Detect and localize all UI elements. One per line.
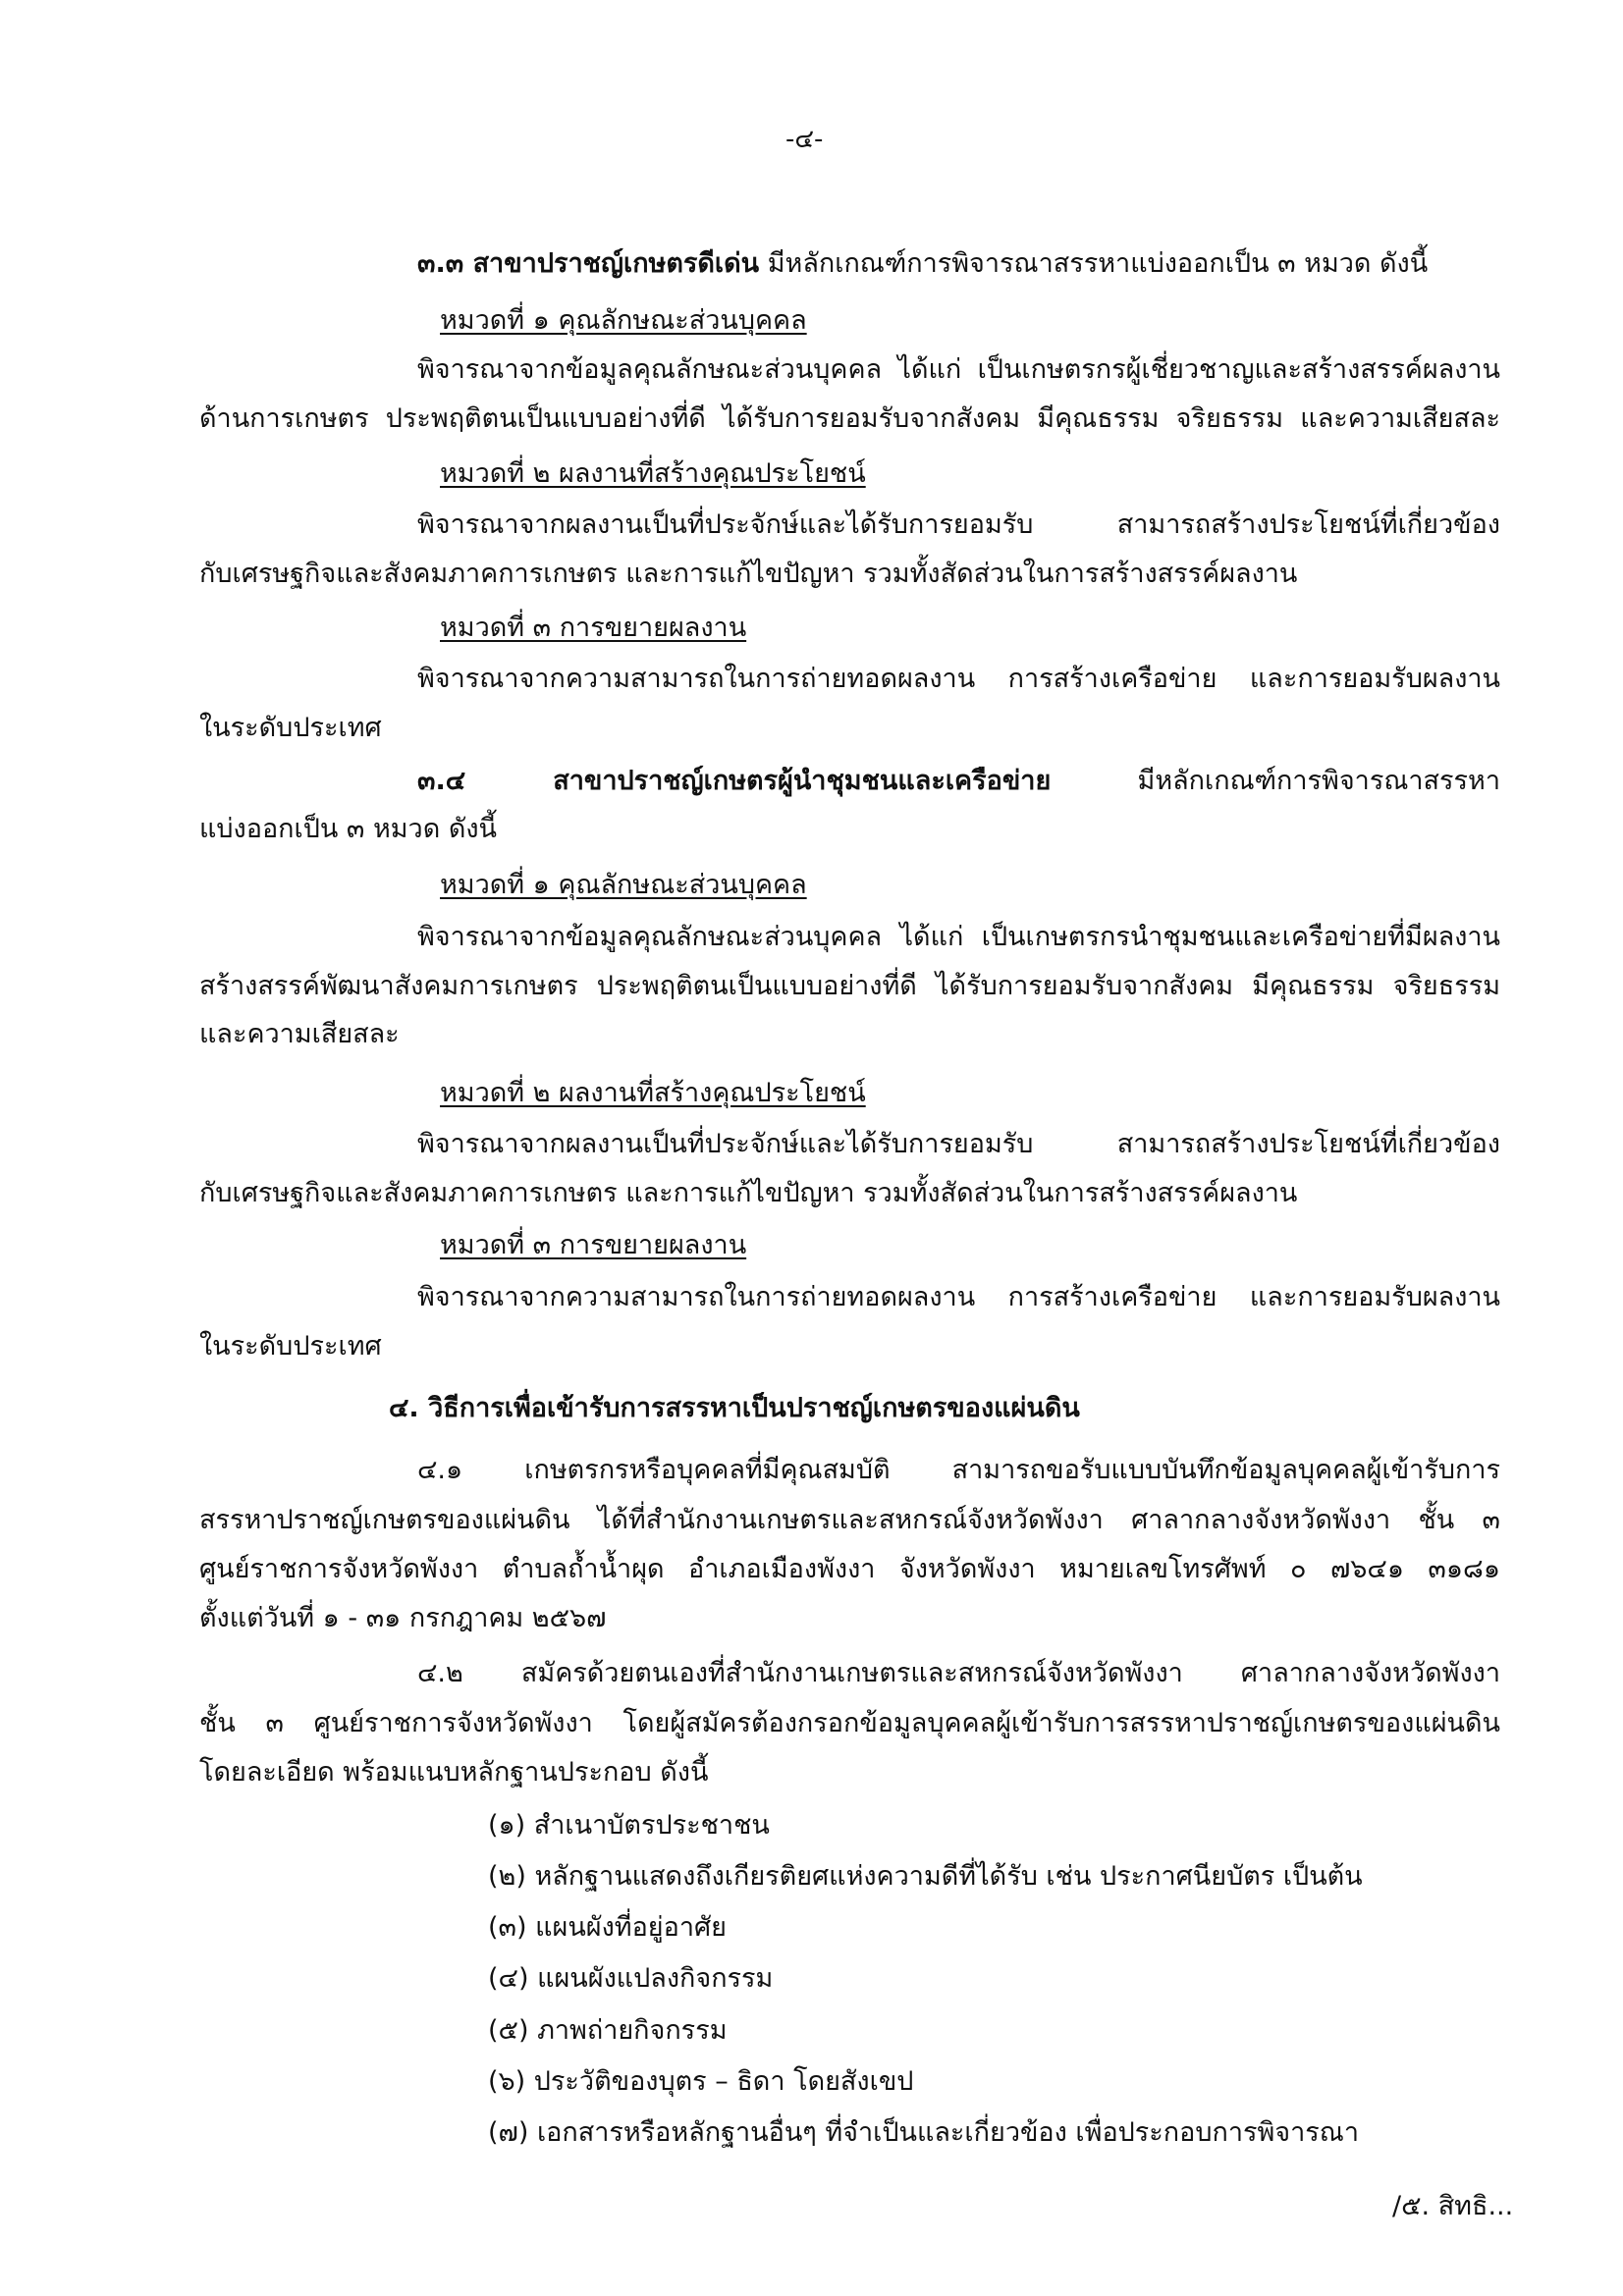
s34-cat3-line1: พิจารณาจากความสามารถในการถ่ายทอดผลงาน การสร้างเครือข่าย และการยอมรับผลงาน [417,1282,1500,1312]
s4-p41-line2: สรรหาปราชญ์เกษตรของแผ่นดิน ได้ที่สำนักงานเกษตรและสหกรณ์จังหวัดพังงา ศาลากลางจังหวัดพังงา ชั้น ๓ [199,1505,1500,1535]
s33-cat1-title: หมวดที่ ๑ คุณลักษณะส่วนบุคคล [440,305,807,336]
s4-p42-line3: โดยละเอียด พร้อมแนบหลักฐานประกอบ ดังนี้ [199,1757,709,1788]
s33-cat2-line2: กับเศรษฐกิจและสังคมภาคการเกษตร และการแก้ไขปัญหา รวมทั้งสัดส่วนในการสร้างสรรค์ผลงาน [199,559,1298,589]
s34-intro-line2: แบ่งออกเป็น ๓ หมวด ดังนี้ [199,814,497,844]
s4-p41-line3: ศูนย์ราชการจังหวัดพังงา ตำบลถ้ำน้ำผุด อำเภอเมืองพังงา จังหวัดพังงา หมายเลขโทรศัพท์ ๐ ๗๖๔๑ ๓๑๘๑ [199,1554,1500,1584]
s33-cat2-line1: พิจารณาจากผลงานเป็นที่ประจักษ์และได้รับการยอมรับ สามารถสร้างประโยชน์ที่เกี่ยวข้อง [417,509,1500,540]
section-3-3-intro-line [417,248,1428,279]
s33-cat2-title: หมวดที่ ๒ ผลงานที่สร้างคุณประโยชน์ [440,458,866,489]
s4-p42-line1: ๔.๒ สมัครด้วยตนเองที่สำนักงานเกษตรและสหกรณ์จังหวัดพังงา ศาลากลางจังหวัดพังงา [417,1658,1500,1688]
section-3-3-intro: มีหลักเกณฑ์การพิจารณาสรรหาแบ่งออกเป็น ๓ หมวด ดังนี้ [759,248,1429,279]
s34-cat2-line2: กับเศรษฐกิจและสังคมภาคการเกษตร และการแก้ไขปัญหา รวมทั้งสัดส่วนในการสร้างสรรค์ผลงาน [199,1178,1298,1208]
section-3-4-intro-line [417,766,1500,796]
s34-cat3-title: หมวดที่ ๓ การขยายผลงาน [440,1230,747,1260]
evidence-item: (๔) แผนผังแปลงกิจกรรม [488,1963,774,1994]
section-4-heading: ๔. วิธีการเพื่อเข้ารับการสรรหาเป็นปราชญ์เกษตรของแผ่นดิน [389,1393,1080,1423]
s34-cat2-title: หมวดที่ ๒ ผลงานที่สร้างคุณประโยชน์ [440,1078,866,1108]
evidence-item: (๖) ประวัติของบุตร – ธิดา โดยสังเขป [488,2066,914,2097]
evidence-item: (๕) ภาพถ่ายกิจกรรม [488,2015,728,2046]
footer-continuation: /๕. สิทธิ... [1392,2191,1514,2221]
s34-cat1-title: หมวดที่ ๑ คุณลักษณะส่วนบุคคล [440,870,807,900]
s34-cat1-line1: พิจารณาจากข้อมูลคุณลักษณะส่วนบุคคล ได้แก่ เป็นเกษตรกรนำชุมชนและเครือข่ายที่มีผลงาน [417,922,1500,952]
section-3-4-intro: มีหลักเกณฑ์การพิจารณาสรรหา [1051,766,1500,796]
evidence-item: (๓) แผนผังที่อยู่อาศัย [488,1912,727,1943]
section-3-3-heading: ๓.๓ สาขาปราชญ์เกษตรดีเด่น [417,248,760,279]
s33-cat3-line2: ในระดับประเทศ [199,713,382,743]
evidence-item: (๑) สำเนาบัตรประชาชน [488,1810,770,1841]
s4-p41-line4: ตั้งแต่วันที่ ๑ - ๓๑ กรกฎาคม ๒๕๖๗ [199,1603,607,1633]
s34-cat2-line1: พิจารณาจากผลงานเป็นที่ประจักษ์และได้รับการยอมรับ สามารถสร้างประโยชน์ที่เกี่ยวข้อง [417,1129,1500,1159]
evidence-item: (๗) เอกสารหรือหลักฐานอื่นๆ ที่จำเป็นและเกี่ยวข้อง เพื่อประกอบการพิจารณา [488,2117,1360,2148]
s4-p42-line2: ชั้น ๓ ศูนย์ราชการจังหวัดพังงา โดยผู้สมัครต้องกรอกข้อมูลบุคคลผู้เข้ารับการสรรหาปราชญ์เกษตรของแผ่นดิน [199,1708,1500,1738]
s34-cat3-line2: ในระดับประเทศ [199,1331,382,1362]
s4-p41-line1: ๔.๑ เกษตรกรหรือบุคคลที่มีคุณสมบัติ สามารถขอรับแบบบันทึกข้อมูลบุคคลผู้เข้ารับการ [417,1455,1500,1485]
s33-cat1-line2: ด้านการเกษตร ประพฤติตนเป็นแบบอย่างที่ดี ได้รับการยอมรับจากสังคม มีคุณธรรม จริยธรรม และความเสียสละ [199,403,1500,434]
page-number: -๔- [785,125,824,154]
s34-cat1-line3: และความเสียสละ [199,1019,400,1049]
s33-cat1-line1: พิจารณาจากข้อมูลคุณลักษณะส่วนบุคคล ได้แก่ เป็นเกษตรกรผู้เชี่ยวชาญและสร้างสรรค์ผลงาน [417,354,1500,385]
s33-cat3-line1: พิจารณาจากความสามารถในการถ่ายทอดผลงาน การสร้างเครือข่าย และการยอมรับผลงาน [417,664,1500,694]
evidence-item: (๒) หลักฐานแสดงถึงเกียรติยศแห่งความดีที่ได้รับ เช่น ประกาศนียบัตร เป็นต้น [488,1861,1363,1892]
section-3-4-heading: ๓.๔ สาขาปราชญ์เกษตรผู้นำชุมชนและเครือข่าย [417,766,1052,796]
s34-cat1-line2: สร้างสรรค์พัฒนาสังคมการเกษตร ประพฤติตนเป็นแบบอย่างที่ดี ได้รับการยอมรับจากสังคม มีคุณธรรม จริยธรรม [199,971,1500,1001]
s33-cat3-title: หมวดที่ ๓ การขยายผลงาน [440,613,747,643]
